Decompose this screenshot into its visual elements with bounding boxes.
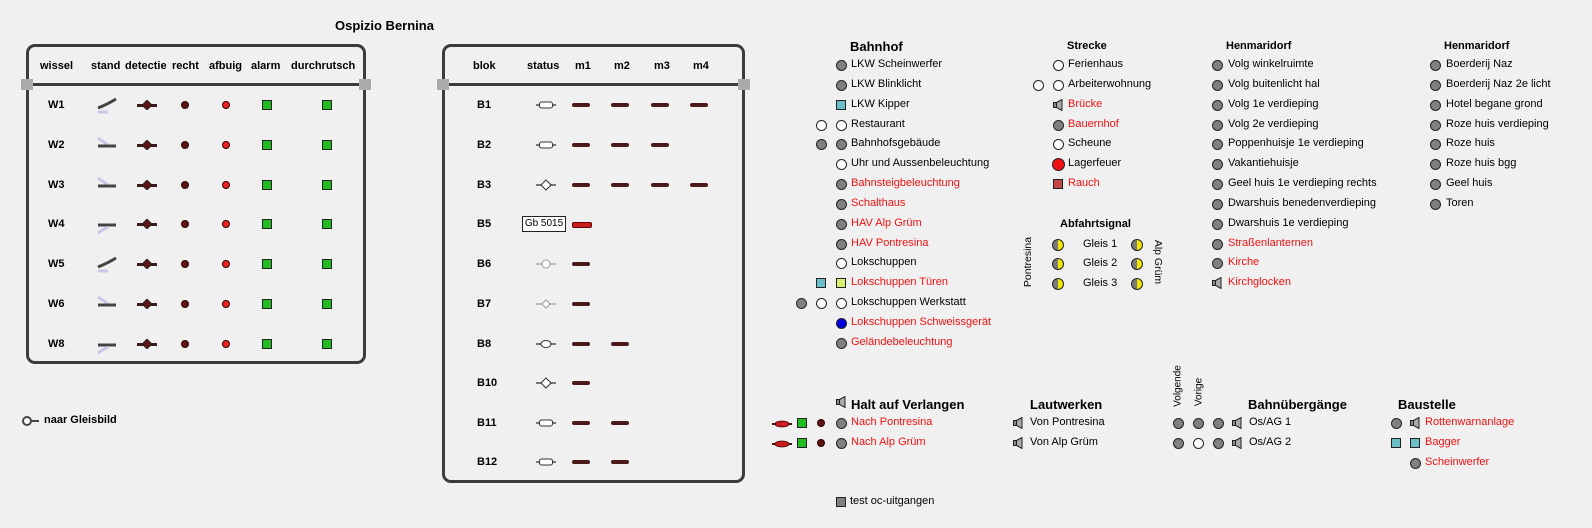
status-icon[interactable] xyxy=(522,216,566,232)
divider-cap-right xyxy=(738,79,750,90)
bue-speaker-icon[interactable] xyxy=(1232,417,1242,429)
status-icon[interactable] xyxy=(536,258,556,270)
status-icon[interactable] xyxy=(536,417,556,429)
strecke-item-label: Brücke xyxy=(1068,98,1103,110)
alarm-indicator xyxy=(262,100,272,110)
divider-cap-left xyxy=(437,79,449,90)
bahnhof-title: Bahnhof xyxy=(850,39,903,54)
bue-speaker-icon[interactable] xyxy=(1232,437,1242,449)
strecke-item-toggle[interactable] xyxy=(1053,120,1064,131)
divider-cap-left xyxy=(21,79,33,90)
henmaridorf1-item-toggle[interactable] xyxy=(1212,199,1223,210)
train-label[interactable]: Gb 5015 xyxy=(522,216,566,232)
strecke-item-label: Ferienhaus xyxy=(1068,58,1124,70)
baustelle-extra-toggle[interactable] xyxy=(1391,418,1402,429)
baustelle-bagger-toggle[interactable] xyxy=(1410,438,1420,448)
baustelle-title: Baustelle xyxy=(1398,397,1456,412)
abfahrt-right-label: Alp Grüm xyxy=(1152,239,1164,285)
wissel-header-durchrutsch: durchrutsch xyxy=(291,60,356,72)
lautwerken-item-label: Von Pontresina xyxy=(1030,416,1105,428)
halt-dark-indicator[interactable] xyxy=(817,419,825,427)
henmaridorf1-item-label: Geel huis 1e verdieping rechts xyxy=(1228,177,1377,189)
durchrutsch-indicator xyxy=(322,140,332,150)
wissel-row-label[interactable]: W3 xyxy=(48,179,65,191)
baustelle-extra-toggle-2[interactable] xyxy=(1391,438,1401,448)
lautwerken-speaker-icon[interactable] xyxy=(1013,437,1023,449)
strecke-item-label: Rauch xyxy=(1068,177,1100,189)
m3-indicator xyxy=(651,183,669,187)
bahnhof-item-toggle[interactable] xyxy=(836,338,847,349)
wissel-header-wissel: wissel xyxy=(40,60,74,72)
m3-indicator xyxy=(651,143,669,147)
bahnhof-item-toggle[interactable] xyxy=(836,120,847,131)
panel-divider xyxy=(26,83,366,86)
recht-indicator[interactable] xyxy=(181,101,189,109)
wissel-panel xyxy=(26,44,366,364)
strecke-item-label: Scheune xyxy=(1068,137,1112,149)
henmaridorf1-item-toggle[interactable] xyxy=(1212,100,1223,111)
bahnhof-item-toggle[interactable] xyxy=(836,298,847,309)
m1-indicator xyxy=(572,342,590,346)
bahnhof-item-label: LKW Blinklicht xyxy=(851,78,922,90)
m1-indicator xyxy=(572,302,590,306)
status-icon[interactable] xyxy=(536,456,556,468)
status-icon[interactable] xyxy=(536,338,556,350)
abfahrt-signal-right[interactable] xyxy=(1131,239,1143,251)
halt-green-indicator xyxy=(797,438,807,448)
divider-cap-right xyxy=(359,79,371,90)
blok-row-label: B5 xyxy=(477,218,492,230)
werkstatt-extra-toggle-1[interactable] xyxy=(796,298,807,309)
blok-header-m4: m4 xyxy=(693,60,709,72)
m1-indicator xyxy=(572,421,590,425)
panel-divider xyxy=(442,83,745,86)
recht-indicator[interactable] xyxy=(181,340,189,348)
stand-switch-icon[interactable] xyxy=(96,96,120,116)
m1-indicator xyxy=(572,381,590,385)
henmaridorf2-item-label: Toren xyxy=(1446,197,1474,209)
henmaridorf1-item-toggle[interactable] xyxy=(1212,179,1223,190)
strecke-title: Strecke xyxy=(1067,40,1107,52)
halt-item-label: Nach Alp Grüm xyxy=(851,436,926,448)
stand-switch-icon[interactable] xyxy=(96,215,120,235)
alarm-indicator xyxy=(262,140,272,150)
bahnhof-item-toggle[interactable] xyxy=(836,60,847,71)
detectie-icon xyxy=(137,219,157,229)
abfahrtsignal-title: Abfahrtsignal xyxy=(1060,218,1131,230)
m1-indicator xyxy=(572,143,590,147)
bue-item-label: Os/AG 2 xyxy=(1249,436,1292,448)
lokschuppen-tueren-extra-toggle[interactable] xyxy=(816,278,826,288)
henmaridorf1-item-toggle[interactable] xyxy=(1212,80,1223,91)
abfahrt-row-label: Gleis 3 xyxy=(1083,277,1118,289)
alarm-indicator xyxy=(262,219,272,229)
abfahrt-left-label: Pontresina xyxy=(1022,236,1034,288)
m2-indicator xyxy=(611,460,629,464)
m1-indicator xyxy=(572,460,590,464)
recht-indicator[interactable] xyxy=(181,300,189,308)
m1-indicator xyxy=(572,222,592,228)
bue-item-label: Os/AG 1 xyxy=(1249,416,1292,428)
blok-row-label: B6 xyxy=(477,258,492,270)
bahnhof-item-toggle[interactable] xyxy=(836,318,847,329)
abfahrt-signal-left[interactable] xyxy=(1052,258,1064,270)
durchrutsch-indicator xyxy=(322,339,332,349)
recht-indicator[interactable] xyxy=(181,220,189,228)
detectie-icon xyxy=(137,180,157,190)
bahnhofsgebaeude-extra-toggle[interactable] xyxy=(816,139,827,150)
page-title: Ospizio Bernina xyxy=(335,18,434,33)
stand-switch-icon[interactable] xyxy=(96,335,120,355)
halt-dark-indicator[interactable] xyxy=(817,439,825,447)
m1-indicator xyxy=(572,183,590,187)
detectie-icon xyxy=(137,100,157,110)
blok-header-m3: m3 xyxy=(654,60,670,72)
henmaridorf2-item-label: Roze huis verdieping xyxy=(1446,118,1549,130)
henmaridorf1-item-toggle[interactable] xyxy=(1212,139,1223,150)
strecke-item-toggle[interactable] xyxy=(1053,139,1064,150)
bahnhof-item-label: Lokschuppen Türen xyxy=(851,276,949,288)
bahnuebergaenge-col-vorige: Vorige xyxy=(1193,377,1205,407)
blok-header-m1: m1 xyxy=(575,60,591,72)
speaker-icon[interactable] xyxy=(1212,277,1222,289)
bahnhof-item-label: Uhr und Aussenbeleuchtung xyxy=(851,157,990,169)
abfahrt-row-label: Gleis 1 xyxy=(1083,238,1118,250)
bahnuebergaenge-title: Bahnübergänge xyxy=(1248,397,1347,412)
blok-row-label: B8 xyxy=(477,338,492,350)
alarm-indicator xyxy=(262,180,272,190)
henmaridorf1-item-label: Vakantiehuisje xyxy=(1228,157,1299,169)
m2-indicator xyxy=(611,143,629,147)
henmaridorf2-item-label: Roze huis xyxy=(1446,137,1495,149)
halt-item-toggle[interactable] xyxy=(836,438,847,449)
bahnuebergaenge-col-volgende: Volgende xyxy=(1172,365,1184,407)
henmaridorf1-item-label: Straßenlanternen xyxy=(1228,237,1313,249)
recht-indicator[interactable] xyxy=(181,141,189,149)
bue-item-toggle[interactable] xyxy=(1213,438,1224,449)
detectie-icon xyxy=(137,299,157,309)
wissel-header-stand: stand xyxy=(91,60,121,72)
bahnhof-item-toggle[interactable] xyxy=(836,80,847,91)
test-label: test oc-uitgangen xyxy=(850,495,935,507)
lautwerken-title: Lautwerken xyxy=(1030,397,1103,412)
alarm-indicator xyxy=(262,299,272,309)
durchrutsch-indicator xyxy=(322,299,332,309)
afbuig-indicator[interactable] xyxy=(222,340,230,348)
m3-indicator xyxy=(651,103,669,107)
blok-header-m2: m2 xyxy=(614,60,630,72)
bahnhof-item-toggle[interactable] xyxy=(836,179,847,190)
henmaridorf1-item-toggle[interactable] xyxy=(1212,258,1223,269)
bahnhof-item-toggle[interactable] xyxy=(836,159,847,170)
abfahrt-signal-right[interactable] xyxy=(1131,278,1143,290)
wissel-header-alarm: alarm xyxy=(251,60,281,72)
blok-row-label: B10 xyxy=(477,377,498,389)
wissel-row-label[interactable]: W8 xyxy=(48,338,65,350)
durchrutsch-indicator xyxy=(322,259,332,269)
blok-row-label: B12 xyxy=(477,456,498,468)
afbuig-indicator[interactable] xyxy=(222,141,230,149)
henmaridorf2-item-label: Roze huis bgg xyxy=(1446,157,1517,169)
durchrutsch-indicator xyxy=(322,180,332,190)
strecke-item-label: Bauernhof xyxy=(1068,118,1119,130)
bahnhof-item-label: Geländebeleuchtung xyxy=(851,336,953,348)
blok-row-label: B7 xyxy=(477,298,492,310)
alarm-indicator xyxy=(262,259,272,269)
henmaridorf2-item-toggle[interactable] xyxy=(1430,159,1441,170)
abfahrt-row-label: Gleis 2 xyxy=(1083,257,1118,269)
bahnhof-item-label: HAV Alp Grüm xyxy=(851,217,922,229)
strecke-item-toggle[interactable] xyxy=(1053,179,1063,189)
wissel-row-label[interactable]: W1 xyxy=(48,99,65,111)
henmaridorf2-item-toggle[interactable] xyxy=(1430,100,1441,111)
wissel-row-label[interactable]: W4 xyxy=(48,218,65,230)
stand-switch-icon[interactable] xyxy=(96,136,120,156)
bahnhof-item-toggle[interactable] xyxy=(836,258,847,269)
recht-indicator[interactable] xyxy=(181,260,189,268)
link-stem-icon xyxy=(31,420,39,422)
bahnhof-item-label: Bahnhofsgebäude xyxy=(851,137,941,149)
status-icon[interactable] xyxy=(536,298,556,310)
strecke-item-toggle[interactable] xyxy=(1053,80,1064,91)
stand-switch-icon[interactable] xyxy=(96,295,120,315)
wissel-header-detectie: detectie xyxy=(125,60,167,72)
strecke-item-toggle[interactable] xyxy=(1053,60,1064,71)
bahnhof-item-toggle[interactable] xyxy=(836,100,846,110)
blok-header-status: status xyxy=(527,60,560,72)
strecke-item-label: Lagerfeuer xyxy=(1068,157,1122,169)
henmaridorf2-item-toggle[interactable] xyxy=(1430,199,1441,210)
henmaridorf1-item-label: Kirchglocken xyxy=(1228,276,1291,288)
afbuig-indicator[interactable] xyxy=(222,220,230,228)
durchrutsch-indicator xyxy=(322,219,332,229)
stand-switch-icon[interactable] xyxy=(96,176,120,196)
lautwerken-speaker-icon[interactable] xyxy=(1013,417,1023,429)
detectie-icon xyxy=(137,339,157,349)
m2-indicator xyxy=(611,103,629,107)
blok-row-label: B3 xyxy=(477,179,492,191)
halt-item-label: Nach Pontresina xyxy=(851,416,933,428)
detectie-icon xyxy=(137,259,157,269)
halt-train-icon[interactable] xyxy=(772,419,792,427)
bue-vorige-toggle[interactable] xyxy=(1193,438,1204,449)
bahnhof-item-toggle[interactable] xyxy=(836,219,847,230)
strecke-item-label: Arbeiterwohnung xyxy=(1068,78,1152,90)
halt-title: Halt auf Verlangen xyxy=(851,397,965,412)
henmaridorf1-item-toggle[interactable] xyxy=(1212,239,1223,250)
afbuig-indicator[interactable] xyxy=(222,181,230,189)
henmaridorf1-item-label: Volg winkelruimte xyxy=(1228,58,1314,70)
bahnhof-item-label: LKW Kipper xyxy=(851,98,910,110)
henmaridorf1-item-label: Kirche xyxy=(1228,256,1260,268)
henmaridorf2-item-label: Boerderij Naz 2e licht xyxy=(1446,78,1551,90)
m1-indicator xyxy=(572,103,590,107)
blok-row-label: B1 xyxy=(477,99,492,111)
henmaridorf1-item-label: Volg 1e verdieping xyxy=(1228,98,1319,110)
m4-indicator xyxy=(690,103,708,107)
henmaridorf1-item-label: Dwarshuis 1e verdieping xyxy=(1228,217,1349,229)
blok-row-label: B2 xyxy=(477,139,492,151)
status-icon[interactable] xyxy=(536,377,556,389)
henmaridorf1-item-toggle[interactable] xyxy=(1212,159,1223,170)
halt-speaker-icon[interactable] xyxy=(836,396,846,408)
baustelle-item-label: Scheinwerfer xyxy=(1425,456,1490,468)
henmaridorf1-item-label: Poppenhuisje 1e verdieping xyxy=(1228,137,1364,149)
m1-indicator xyxy=(572,262,590,266)
henmaridorf1-item-label: Volg buitenlicht hal xyxy=(1228,78,1320,90)
henmaridorf1-item-toggle[interactable] xyxy=(1212,219,1223,230)
abfahrt-signal-right[interactable] xyxy=(1131,258,1143,270)
m4-indicator xyxy=(690,183,708,187)
bue-item-toggle[interactable] xyxy=(1213,418,1224,429)
recht-indicator[interactable] xyxy=(181,181,189,189)
gleisbild-link[interactable]: naar Gleisbild xyxy=(44,414,117,426)
bahnhof-item-label: HAV Pontresina xyxy=(851,237,929,249)
henmaridorf2-item-label: Boerderij Naz xyxy=(1446,58,1513,70)
henmaridorf1-item-label: Volg 2e verdieping xyxy=(1228,118,1319,130)
bahnhof-item-label: Schalthaus xyxy=(851,197,906,209)
henmaridorf2-item-toggle[interactable] xyxy=(1430,179,1441,190)
afbuig-indicator[interactable] xyxy=(222,300,230,308)
blok-row-label: B11 xyxy=(477,417,497,429)
bahnhof-item-toggle[interactable] xyxy=(836,239,847,250)
baustelle-item-label: Bagger xyxy=(1425,436,1461,448)
bahnhof-item-label: Lokschuppen Schweissgerät xyxy=(851,316,992,328)
m2-indicator xyxy=(611,342,629,346)
henmaridorf2-title: Henmaridorf xyxy=(1444,40,1510,52)
bue-volgende-toggle[interactable] xyxy=(1173,418,1184,429)
wissel-row-label[interactable]: W5 xyxy=(48,258,65,270)
test-checkbox[interactable] xyxy=(836,497,846,507)
durchrutsch-indicator xyxy=(322,100,332,110)
henmaridorf1-item-toggle[interactable] xyxy=(1212,60,1223,71)
afbuig-indicator[interactable] xyxy=(222,101,230,109)
alarm-indicator xyxy=(262,339,272,349)
bahnhof-item-toggle[interactable] xyxy=(836,139,847,150)
speaker-icon[interactable] xyxy=(1053,99,1063,111)
arbeiterwohnung-extra-toggle[interactable] xyxy=(1033,80,1044,91)
status-icon[interactable] xyxy=(536,139,556,151)
werkstatt-extra-toggle-2[interactable] xyxy=(816,298,827,309)
wissel-header-afbuig: afbuig xyxy=(209,60,242,72)
detectie-icon xyxy=(137,140,157,150)
halt-green-indicator xyxy=(797,418,807,428)
bahnhof-item-label: Restaurant xyxy=(851,118,905,130)
henmaridorf1-item-label: Dwarshuis benedenverdieping xyxy=(1228,197,1376,209)
henmaridorf2-item-label: Hotel begane grond xyxy=(1446,98,1543,110)
afbuig-indicator[interactable] xyxy=(222,260,230,268)
henmaridorf1-item-toggle[interactable] xyxy=(1212,120,1223,131)
abfahrt-signal-left[interactable] xyxy=(1052,278,1064,290)
baustelle-speaker-icon[interactable] xyxy=(1410,417,1420,429)
status-icon[interactable] xyxy=(536,179,556,191)
strecke-item-toggle[interactable] xyxy=(1052,158,1065,171)
henmaridorf2-item-label: Geel huis xyxy=(1446,177,1493,189)
henmaridorf2-item-toggle[interactable] xyxy=(1430,120,1441,131)
bahnhof-item-label: LKW Scheinwerfer xyxy=(851,58,943,70)
baustelle-scheinwerfer-toggle[interactable] xyxy=(1410,458,1421,469)
bahnhof-item-label: Bahnsteigbeleuchtung xyxy=(851,177,960,189)
bahnhof-item-toggle[interactable] xyxy=(836,199,847,210)
lautwerken-item-label: Von Alp Grüm xyxy=(1030,436,1098,448)
bue-vorige-toggle[interactable] xyxy=(1193,418,1204,429)
halt-train-icon[interactable] xyxy=(772,439,792,447)
blok-header-blok: blok xyxy=(473,60,496,72)
baustelle-item-label: Rottenwarnanlage xyxy=(1425,416,1515,428)
stand-switch-icon[interactable] xyxy=(96,255,120,275)
status-icon[interactable] xyxy=(536,99,556,111)
bahnhof-item-toggle[interactable] xyxy=(836,278,846,288)
m2-indicator xyxy=(611,421,629,425)
bue-volgende-toggle[interactable] xyxy=(1173,438,1184,449)
abfahrt-signal-left[interactable] xyxy=(1052,239,1064,251)
henmaridorf2-item-toggle[interactable] xyxy=(1430,60,1441,71)
restaurant-extra-toggle[interactable] xyxy=(816,120,827,131)
henmaridorf2-item-toggle[interactable] xyxy=(1430,80,1441,91)
henmaridorf2-item-toggle[interactable] xyxy=(1430,139,1441,150)
bahnhof-item-label: Lokschuppen Werkstatt xyxy=(851,296,966,308)
halt-item-toggle[interactable] xyxy=(836,418,847,429)
bahnhof-item-label: Lokschuppen xyxy=(851,256,917,268)
henmaridorf1-title: Henmaridorf xyxy=(1226,40,1292,52)
m2-indicator xyxy=(611,183,629,187)
wissel-row-label[interactable]: W2 xyxy=(48,139,65,151)
wissel-header-recht: recht xyxy=(172,60,199,72)
wissel-row-label[interactable]: W6 xyxy=(48,298,65,310)
